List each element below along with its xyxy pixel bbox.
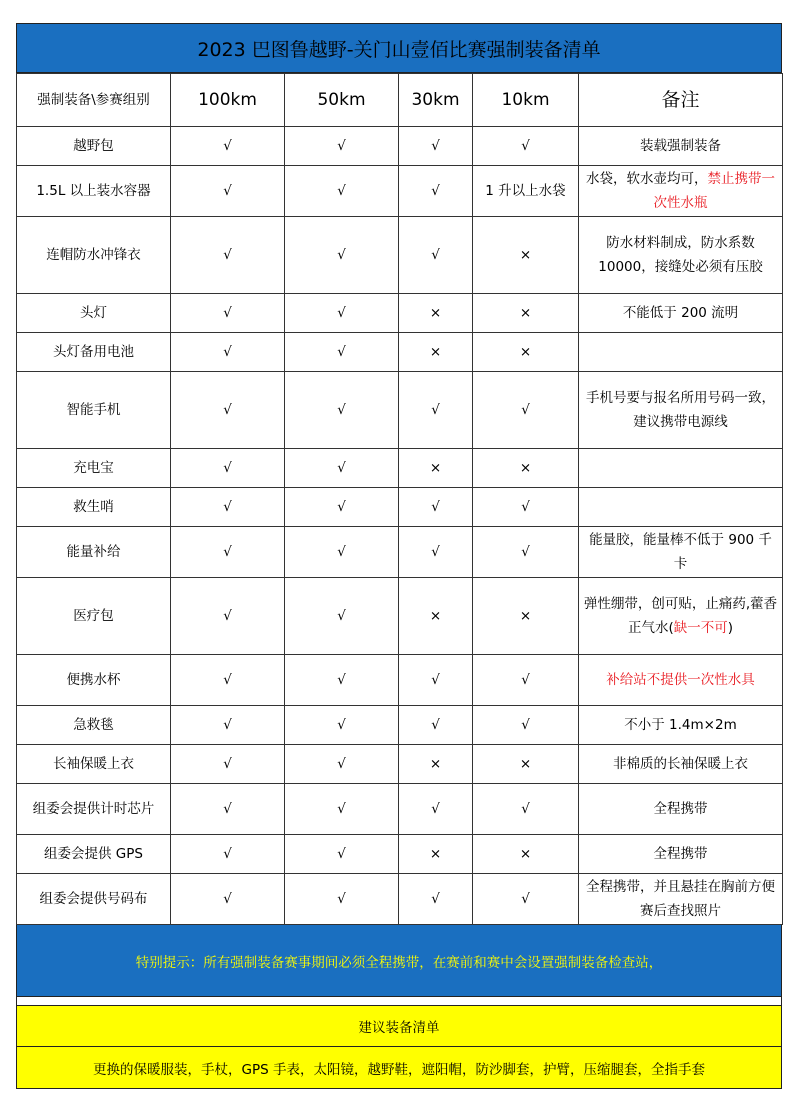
equipment-note — [579, 527, 783, 578]
group-mark: √ — [473, 706, 579, 745]
table-row — [17, 127, 783, 166]
group-mark: × — [399, 578, 473, 655]
equipment-item: 医疗包 — [17, 578, 171, 655]
group-mark: √ — [399, 527, 473, 578]
equipment-note — [579, 488, 783, 527]
group-mark: √ — [473, 655, 579, 706]
equipment-item: 便携水杯 — [17, 655, 171, 706]
equipment-note — [579, 449, 783, 488]
table-row — [17, 835, 783, 874]
note-segment: 能量胶，能量棒不低于 900 千卡 — [589, 532, 772, 572]
equipment-note — [579, 578, 783, 655]
equipment-note — [579, 835, 783, 874]
group-mark: √ — [473, 127, 579, 166]
spacer — [16, 997, 782, 1005]
table-row — [17, 578, 783, 655]
group-mark: √ — [285, 294, 399, 333]
equipment-note — [579, 217, 783, 294]
equipment-item: 组委会提供计时芯片 — [17, 784, 171, 835]
header-group-10km: 10km — [473, 74, 579, 127]
group-mark: √ — [285, 745, 399, 784]
group-mark: √ — [171, 835, 285, 874]
group-mark: × — [399, 294, 473, 333]
group-mark: × — [473, 449, 579, 488]
group-mark: √ — [399, 127, 473, 166]
note-segment: 全程携带，并且悬挂在胸前方便赛后查找照片 — [586, 879, 775, 919]
group-mark: 1 升以上水袋 — [473, 166, 579, 217]
group-mark: √ — [285, 655, 399, 706]
group-mark: √ — [285, 835, 399, 874]
note-segment: 全程携带 — [653, 846, 708, 862]
equipment-note — [579, 166, 783, 217]
equipment-note — [579, 127, 783, 166]
note-segment: 禁止携带一次性水瓶 — [653, 171, 775, 211]
table-row — [17, 784, 783, 835]
note-segment: 补给站不提供一次性水具 — [606, 672, 755, 688]
group-mark: √ — [171, 127, 285, 166]
group-mark: √ — [285, 706, 399, 745]
equipment-item: 1.5L 以上装水容器 — [17, 166, 171, 217]
equipment-table — [16, 73, 783, 925]
group-mark: √ — [171, 372, 285, 449]
group-mark: √ — [285, 166, 399, 217]
table-row — [17, 217, 783, 294]
note-segment: 弹性绷带，创可贴，止痛药,藿香正气水( — [583, 596, 778, 636]
equipment-item: 头灯备用电池 — [17, 333, 171, 372]
group-mark: √ — [285, 874, 399, 925]
suggested-title: 建议装备清单 — [16, 1005, 782, 1047]
group-mark: √ — [399, 874, 473, 925]
group-mark: × — [473, 294, 579, 333]
group-mark: √ — [285, 578, 399, 655]
group-mark: √ — [171, 655, 285, 706]
table-row — [17, 655, 783, 706]
equipment-note — [579, 874, 783, 925]
header-group-30km: 30km — [399, 74, 473, 127]
equipment-note — [579, 294, 783, 333]
sheet-title: 2023 巴图鲁越野-关门山壹佰比赛强制装备清单 — [16, 23, 782, 73]
group-mark: √ — [473, 372, 579, 449]
group-mark: × — [399, 449, 473, 488]
group-mark: √ — [473, 784, 579, 835]
group-mark: √ — [285, 333, 399, 372]
group-mark: √ — [285, 784, 399, 835]
table-row — [17, 449, 783, 488]
table-row — [17, 372, 783, 449]
note-segment: 全程携带 — [653, 801, 708, 817]
note-segment: 非棉质的长袖保暖上衣 — [613, 756, 748, 772]
group-mark: √ — [171, 706, 285, 745]
equipment-item: 救生哨 — [17, 488, 171, 527]
group-mark: × — [399, 745, 473, 784]
equipment-item: 组委会提供 GPS — [17, 835, 171, 874]
equipment-note — [579, 745, 783, 784]
table-row — [17, 874, 783, 925]
group-mark: √ — [171, 578, 285, 655]
equipment-item: 急救毯 — [17, 706, 171, 745]
group-mark: √ — [171, 784, 285, 835]
group-mark: √ — [285, 527, 399, 578]
group-mark: √ — [399, 166, 473, 217]
equipment-item: 越野包 — [17, 127, 171, 166]
header-item: 强制装备\参赛组别 — [17, 74, 171, 127]
table-row — [17, 294, 783, 333]
group-mark: √ — [399, 706, 473, 745]
group-mark: × — [473, 745, 579, 784]
note-segment: 装载强制装备 — [640, 138, 721, 154]
group-mark: √ — [171, 488, 285, 527]
group-mark: √ — [285, 217, 399, 294]
equipment-item: 充电宝 — [17, 449, 171, 488]
header-row — [17, 74, 783, 127]
note-segment: 不能低于 200 流明 — [622, 305, 739, 321]
group-mark: × — [399, 333, 473, 372]
group-mark: × — [473, 578, 579, 655]
group-mark: √ — [171, 527, 285, 578]
group-mark: × — [399, 835, 473, 874]
equipment-item: 组委会提供号码布 — [17, 874, 171, 925]
table-row — [17, 706, 783, 745]
note-segment: 手机号要与报名所用号码一致，建议携带电源线 — [586, 390, 775, 430]
group-mark: √ — [171, 217, 285, 294]
equipment-item: 连帽防水冲锋衣 — [17, 217, 171, 294]
group-mark: √ — [399, 655, 473, 706]
note-segment: 防水材料制成，防水系数 10000，接缝处必须有压胶 — [598, 235, 763, 275]
table-row — [17, 166, 783, 217]
group-mark: √ — [171, 333, 285, 372]
group-mark: √ — [399, 217, 473, 294]
group-mark: √ — [171, 166, 285, 217]
group-mark: √ — [285, 127, 399, 166]
equipment-note — [579, 333, 783, 372]
special-notice: 特别提示：所有强制装备赛事期间必须全程携带，在赛前和赛中会设置强制装备检查站， — [16, 925, 782, 997]
group-mark: √ — [399, 488, 473, 527]
header-group-100km: 100km — [171, 74, 285, 127]
group-mark: √ — [473, 488, 579, 527]
group-mark: √ — [285, 488, 399, 527]
group-mark: √ — [171, 449, 285, 488]
note-segment: 缺一不可 — [673, 620, 728, 636]
suggested-list: 更换的保暖服装，手杖，GPS 手表，太阳镜，越野鞋，遮阳帽，防沙脚套，护臂，压缩腿套，全指手套 — [16, 1047, 782, 1089]
group-mark: × — [473, 217, 579, 294]
equipment-sheet — [16, 23, 782, 1089]
equipment-item: 头灯 — [17, 294, 171, 333]
equipment-note — [579, 706, 783, 745]
header-group-50km: 50km — [285, 74, 399, 127]
group-mark: √ — [399, 372, 473, 449]
group-mark: √ — [171, 745, 285, 784]
table-row — [17, 488, 783, 527]
header-note: 备注 — [579, 74, 783, 127]
note-segment: 不小于 1.4m×2m — [624, 717, 737, 733]
group-mark: √ — [171, 294, 285, 333]
equipment-note — [579, 655, 783, 706]
group-mark: √ — [473, 874, 579, 925]
table-row — [17, 745, 783, 784]
table-row — [17, 527, 783, 578]
note-segment: ) — [727, 620, 734, 636]
group-mark: √ — [285, 449, 399, 488]
equipment-item: 能量补给 — [17, 527, 171, 578]
equipment-note — [579, 372, 783, 449]
table-row — [17, 333, 783, 372]
group-mark: √ — [399, 784, 473, 835]
group-mark: × — [473, 333, 579, 372]
group-mark: √ — [171, 874, 285, 925]
group-mark: × — [473, 835, 579, 874]
equipment-item: 长袖保暖上衣 — [17, 745, 171, 784]
equipment-note — [579, 784, 783, 835]
group-mark: √ — [285, 372, 399, 449]
group-mark: √ — [473, 527, 579, 578]
equipment-item: 智能手机 — [17, 372, 171, 449]
note-segment: 水袋，软水壶均可， — [586, 171, 708, 187]
